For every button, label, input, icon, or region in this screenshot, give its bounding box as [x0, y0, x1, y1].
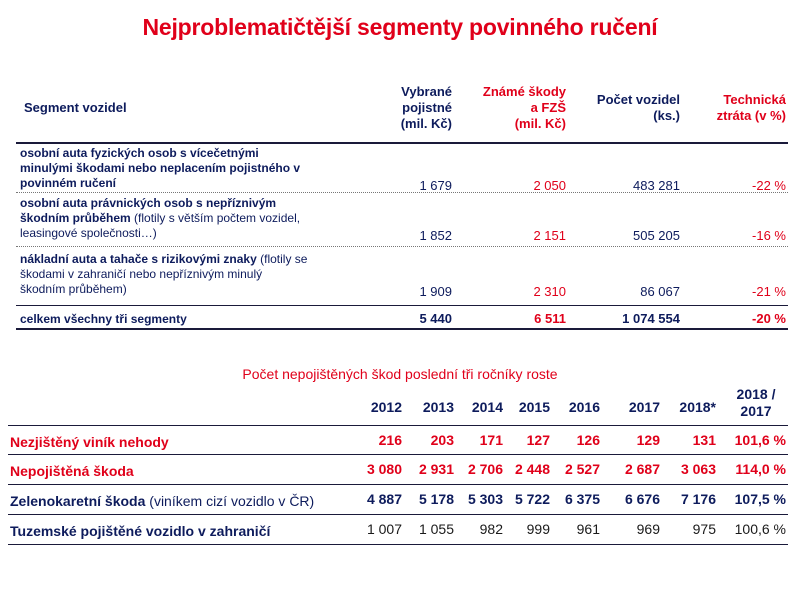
segment-loss-value: -21 %: [752, 284, 786, 299]
header-vehicles: [570, 92, 680, 124]
segment-description-line: [20, 267, 360, 282]
segment-claims-value: 2 050: [533, 178, 566, 193]
segment-vehicles-value: 86 067: [640, 284, 680, 299]
claim-count-cell: 961: [576, 521, 600, 537]
header-vehicles-line: (ks.): [653, 108, 680, 123]
row-divider: [16, 192, 788, 193]
table2-caption: Počet nepojištěných škod poslední tři ročníky roste: [242, 366, 558, 382]
segment-claims-value: 2 151: [533, 228, 566, 243]
ratio-header: [724, 386, 788, 420]
segment-name: povinném ručení: [20, 176, 117, 190]
segment-name: minulými škodami nebo neplacením pojistného v: [20, 161, 301, 175]
row-divider: [8, 454, 788, 455]
claim-count-cell: 129: [636, 432, 660, 448]
total-premium: 5 440: [419, 311, 452, 326]
year-header: 2013: [422, 399, 454, 415]
claim-count-cell: 216: [378, 432, 402, 448]
segment-description-line: [20, 226, 360, 241]
ratio-cell: 107,5 %: [734, 491, 786, 507]
segment-loss-value: -22 %: [752, 178, 786, 193]
year-header: 2018*: [679, 399, 716, 415]
claim-count-cell: 6 375: [564, 491, 600, 507]
segment-description-line: [20, 176, 360, 191]
year-header: 2017: [628, 399, 660, 415]
header-claims-line: a FZŠ: [530, 100, 566, 115]
ratio-header-line: 2017: [740, 403, 772, 419]
claim-count-cell: 5 303: [467, 491, 503, 507]
claim-type-name: Nepojištěná škoda: [10, 463, 134, 479]
total-loss: -20 %: [752, 311, 786, 326]
years-divider: [8, 425, 788, 426]
claim-count-cell: 5 178: [418, 491, 454, 507]
header-loss-line: Technická: [723, 92, 786, 107]
claim-count-cell: 6 676: [624, 491, 660, 507]
total-divider: [16, 305, 788, 306]
ratio-cell: 114,0 %: [735, 461, 786, 477]
claim-count-cell: 126: [576, 432, 600, 448]
claim-type-name: Nezjištěný viník nehody: [10, 434, 169, 450]
claim-count-cell: 1 055: [418, 521, 454, 537]
claim-count-cell: 7 176: [680, 491, 716, 507]
claim-type-name: Zelenokaretní škoda: [10, 493, 146, 509]
segment-note: škodním průběhem): [20, 282, 127, 296]
segment-vehicles-value: 505 205: [633, 228, 680, 243]
claim-count-cell: 5 722: [514, 491, 550, 507]
ratio-header-line: 2018 /: [736, 386, 776, 402]
segment-vehicles-value: 483 281: [633, 178, 680, 193]
claim-count-cell: 982: [479, 521, 503, 537]
claim-count-cell: 975: [692, 521, 716, 537]
row-divider: [8, 484, 788, 485]
claim-count-cell: 171: [479, 432, 503, 448]
claim-count-cell: 4 887: [366, 491, 402, 507]
total-vehicles: 1 074 554: [622, 311, 680, 326]
segment-loss-value: -16 %: [752, 228, 786, 243]
claim-type-note: (viníkem cizí vozidlo v ČR): [145, 493, 315, 509]
header-claims-line: (mil. Kč): [514, 116, 566, 131]
claim-count-cell: 2 448: [514, 461, 550, 477]
header-claims: [456, 84, 566, 132]
row-divider: [16, 246, 788, 247]
claim-type-label: [10, 493, 314, 509]
segment-description: [20, 146, 360, 191]
claim-count-cell: 127: [526, 432, 550, 448]
segment-description: [20, 196, 360, 241]
segment-name: nákladní auta a tahače s rizikovými znaky: [20, 252, 257, 266]
segment-premium-value: 1 852: [419, 228, 452, 243]
claim-count-cell: 3 063: [680, 461, 716, 477]
header-premium-line: Vybrané: [401, 84, 452, 99]
total-label: celkem všechny tři segmenty: [20, 312, 187, 326]
header-segment: Segment vozidel: [24, 100, 127, 115]
segment-name: osobní auta právnických osob s nepříznivým: [20, 196, 277, 210]
segment-description: [20, 252, 360, 297]
header-premium-line: pojistné: [402, 100, 452, 115]
header-vehicles-line: Počet vozidel: [596, 92, 680, 107]
year-header: 2014: [471, 399, 503, 415]
segment-premium-value: 1 909: [419, 284, 452, 299]
segment-description-line: [20, 146, 360, 161]
year-header: 2016: [568, 399, 600, 415]
claim-count-cell: 2 931: [418, 461, 454, 477]
segment-description-line: [20, 211, 360, 226]
header-loss: [690, 92, 786, 124]
segment-premium-value: 1 679: [419, 178, 452, 193]
segment-name: škodním průběhem: [20, 211, 131, 225]
claim-count-cell: 131: [692, 432, 716, 448]
claim-count-cell: 203: [430, 432, 454, 448]
claim-count-cell: 2 527: [564, 461, 600, 477]
total-claims: 6 511: [534, 311, 566, 326]
row-divider: [8, 544, 788, 545]
segment-note: (flotily s větším počtem vozidel,: [130, 211, 301, 225]
claim-type-label: [10, 523, 270, 539]
row-divider: [8, 514, 788, 515]
segment-description-line: [20, 196, 360, 211]
segment-description-line: [20, 161, 360, 176]
claim-type-name: Tuzemské pojištěné vozidlo v zahraničí: [10, 523, 271, 539]
claim-count-cell: 2 687: [624, 461, 660, 477]
ratio-cell: 101,6 %: [734, 432, 786, 448]
claim-count-cell: 1 007: [366, 521, 402, 537]
year-header: 2012: [370, 399, 402, 415]
claim-count-cell: 2 706: [467, 461, 503, 477]
claim-count-cell: 969: [636, 521, 660, 537]
segment-name: osobní auta fyzických osob s vícečetnými: [20, 146, 259, 160]
year-header: 2015: [518, 399, 550, 415]
segment-claims-value: 2 310: [533, 284, 566, 299]
segment-note: škodami v zahraničí nebo nepříznivým minulý: [20, 267, 263, 281]
segment-description-line: [20, 252, 360, 267]
header-premium: [360, 84, 452, 132]
segment-note: leasingové společnosti…): [20, 226, 157, 240]
header-premium-line: (mil. Kč): [400, 116, 452, 131]
claim-type-label: [10, 463, 134, 479]
header-divider: [16, 142, 788, 144]
header-claims-line: Známé škody: [482, 84, 566, 99]
page-title: Nejproblematičtější segmenty povinného ručení: [142, 14, 658, 40]
segment-description-line: [20, 282, 360, 297]
claim-count-cell: 999: [526, 521, 550, 537]
segment-note: (flotily se: [256, 252, 308, 266]
claim-type-label: [10, 434, 169, 450]
claim-count-cell: 3 080: [366, 461, 402, 477]
total-bottom-line: [16, 328, 788, 330]
ratio-cell: 100,6 %: [734, 521, 786, 537]
header-loss-line: ztráta (v %): [716, 108, 786, 123]
